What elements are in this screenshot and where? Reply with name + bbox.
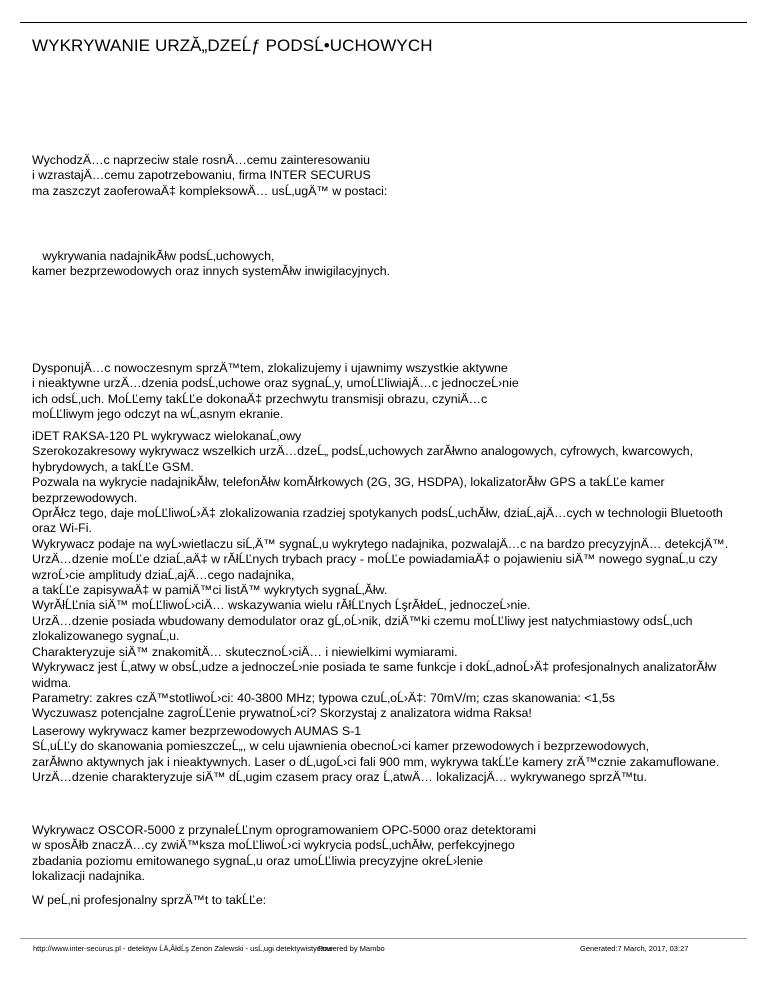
raksa-line: iDET RAKSA-120 PL wykrywacz wielokanaĹ‚owy: [32, 429, 302, 443]
aumas-section: [32, 724, 719, 786]
raksa-line: OprĂłcz tego, daje moĹĽliwoĹ›Ä‡ zlokalizowania rzadziej spotykanych podsĹ‚uchĂłw, dziaĹ‚ajÄ…cych w technologii Bluetooth: [32, 506, 723, 521]
raksa-line: Pozwala na wykrycie nadajnikĂłw, telefonĂłw komĂłrkowych (2G, 3G, HSDPA), lokalizatorĂłw GPS a takĹĽe kamer: [32, 475, 665, 490]
footer-generated-date: Generated:7 March, 2017, 03:27: [580, 944, 689, 953]
raksa-line: widma.: [32, 675, 72, 690]
raksa-line: Wyczuwasz potencjalne zagroĹĽenie prywatnoĹ›ci? Skorzystaj z analizatora widma Raksa!: [32, 706, 532, 721]
raksa-line: Wykrywacz jest Ĺ‚atwy w obsĹ‚udze a jednoczeĹ›nie posiada te same funkcje i dokĹ‚adnoĹ›Ä‡ profesjonalnych analizatorĂłw: [32, 660, 717, 675]
raksa-line: Parametry: zakres czÄ™stotliwoĹ›ci: 40-3800 MHz; typowa czuĹ‚oĹ›Ä‡: 70mV/m; czas skanowania: <1,5s: [32, 690, 615, 705]
aumas-line: SĹ‚uĹĽy do skanowania pomieszczeĹ„, w celu ujawnienia obecnoĹ›ci kamer przewodowych i bezprzewodowych,: [32, 739, 650, 754]
raksa-line: Szerokozakresowy wykrywacz wszelkich urzÄ…dzeĹ„ podsĹ‚uchowych zarĂłwno analogowych, cyfrowych, kwarcowych,: [32, 444, 694, 459]
intro-line: ma zaszczyt zaoferowaÄ‡ kompleksowÄ… usĹ‚ugÄ™ w postaci:: [32, 183, 388, 198]
footer-powered-by: Powered by Mambo: [318, 944, 385, 953]
raksa-line: UrzÄ…dzenie posiada wbudowany demodulator oraz gĹ‚oĹ›nik, dziÄ™ki czemu moĹĽliwy jest natychmiastowy odsĹ‚uch: [32, 613, 693, 628]
raksa-line: UrzÄ…dzenie moĹĽe dziaĹ‚aÄ‡ w rĂłĹĽnych trybach pracy - moĹĽe powiadamiaÄ‡ o pojawieniu siÄ™ nowego sygnaĹ‚u czy: [32, 552, 718, 567]
oscor-line: Wykrywacz OSCOR-5000 z przynaleĹĽnym oprogramowaniem OPC-5000 oraz detektorami: [32, 823, 536, 837]
oscor-line: w sposĂłb znaczÄ…cy zwiÄ™ksza moĹĽliwoĹ›ci wykrycia podsĹ‚uchĂłw, perfekcyjnego: [32, 838, 515, 853]
page-title: WYKRYWANIE URZĂ„DZEĹƒ PODSĹ•UCHOWYCH: [32, 36, 433, 55]
equipment-line: ich odsĹ‚uch. MoĹĽemy takĹĽe dokonaÄ‡ przechwytu transmisji obrazu, czyniÄ…c: [32, 391, 488, 406]
oscor-section: [32, 823, 536, 885]
equipment-line: DysponujÄ…c nowoczesnym sprzÄ™tem, zlokalizujemy i ujawnimy wszystkie aktywne: [32, 361, 508, 375]
intro-paragraph: [32, 153, 387, 199]
raksa-line: WyrĂłĹĽnia siÄ™ moĹĽliwoĹ›ciÄ… wskazywania wielu rĂłĹĽnych ĹşrĂłdeĹ‚ jednoczeĹ›nie.: [32, 598, 531, 613]
raksa-line: Charakteryzuje siÄ™ znakomitÄ… skutecznoĹ›ciÄ… i niewielkimi wymiarami.: [32, 644, 458, 659]
top-divider: [20, 22, 747, 23]
raksa-line: zlokalizowanego sygnaĹ‚u.: [32, 629, 180, 644]
raksa-line: a takĹĽe zapisywaÄ‡ w pamiÄ™ci listÄ™ wykrytych sygnaĹ‚Ăłw.: [32, 583, 388, 598]
footer-site-info: http://www.inter-securus.pl - detektyw ĹÄ‚ÂłdĹş Zenon Zalewski - usĹ‚ugi detektywistyczne: [33, 944, 333, 953]
aumas-line: UrzÄ…dzenie charakteryzuje siÄ™ dĹ‚ugim czasem pracy oraz Ĺ‚atwÄ… lokalizacjÄ… wykrywanego sprzÄ™tu.: [32, 770, 647, 785]
services-line: wykrywania nadajnikĂłw podsĹ‚uchowych,: [32, 249, 275, 263]
aumas-line: zarĂłwno aktywnych jak i nieaktywnych. Laser o dĹ‚ugoĹ›ci fali 900 mm, wykrywa takĹĽe kamery zrÄ™cznie zakamuflowane.: [32, 754, 720, 769]
services-paragraph: [32, 249, 390, 280]
raksa-line: wzroĹ›cie amplitudy dziaĹ‚ajÄ…cego nadajnika,: [32, 567, 295, 582]
raksa-line: oraz Wi-Fi.: [32, 521, 92, 536]
equipment-line: i nieaktywne urzÄ…dzenia podsĹ‚uchowe oraz sygnaĹ‚y, umoĹĽliwiajÄ…c jednoczeĹ›nie: [32, 376, 519, 391]
equipment-paragraph: [32, 361, 519, 423]
professional-equipment-line: W peĹ‚ni profesjonalny sprzÄ™t to takĹĽe:: [32, 893, 267, 907]
equipment-line: moĹĽliwym jego odczyt na wĹ‚asnym ekranie.: [32, 407, 284, 422]
raksa-line: hybrydowych, a takĹĽe GSM.: [32, 459, 194, 474]
intro-line: WychodzÄ…c naprzeciw stale rosnÄ…cemu zainteresowaniu: [32, 153, 371, 167]
raksa-section: [32, 429, 728, 722]
oscor-line: lokalizacji nadajnika.: [32, 869, 145, 884]
raksa-line: bezprzewodowych.: [32, 490, 138, 505]
footer-divider: [20, 938, 747, 939]
services-line: kamer bezprzewodowych oraz innych systemĂłw inwigilacyjnych.: [32, 264, 391, 279]
raksa-line: Wykrywacz podaje na wyĹ›wietlaczu siĹ‚Ä™ sygnaĹ‚u wykrytego nadajnika, pozwalajÄ…c na bardzo precyzyjnÄ… detekcjÄ™.: [32, 536, 729, 551]
aumas-line: Laserowy wykrywacz kamer bezprzewodowych AUMAS S-1: [32, 724, 362, 738]
oscor-line: zbadania poziomu emitowanego sygnaĹ‚u oraz umoĹĽliwia precyzyjne okreĹ›lenie: [32, 853, 484, 868]
intro-line: i wzrastajÄ…cemu zapotrzebowaniu, firma INTER SECURUS: [32, 168, 371, 183]
